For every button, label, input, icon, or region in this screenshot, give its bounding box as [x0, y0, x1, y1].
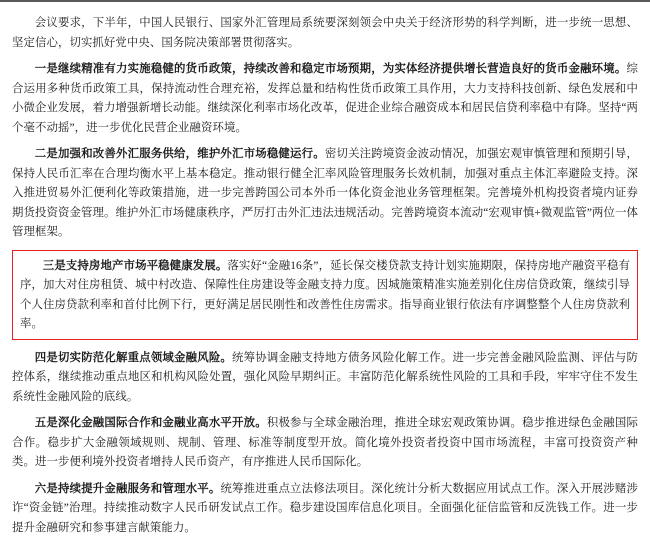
paragraph-item-1 [12, 60, 638, 138]
highlighted-paragraph-box [12, 250, 638, 340]
paragraph-text: 积极参与全球金融治理，推进全球宏观政策协调。稳步推进绿色金融国际合作。稳步扩大金融领域规则、规制、管理、标准等制度型开放。简化境外投资者投资中国市场流程，丰富可投资资产种类。进一步便利境外投资者增持人民币资产，有序推进人民币国际化。 [12, 417, 638, 468]
paragraph-text: 落实好“金融16条”，延长保交楼贷款支持计划实施期限，保持房地产融资平稳有序，加大对住房租赁、城中村改造、保障性住房建设等金融支持力度。因城施策精准实施差别化住房信贷政策，继续引导个人住房贷款利率和首付比例下行，更好满足居民刚性和改善性住房需求。指导商业银行依法有序调整整个人住房贷款利率。 [20, 260, 630, 331]
page-top-rule [0, 0, 650, 2]
paragraph-item-5 [12, 414, 638, 473]
paragraph-lead: 二是加强和改善外汇服务供给，维护外汇市场稳健运行。 [35, 148, 325, 160]
paragraph-text: 统筹推进重点立法修法项目。深化统计分析大数据应用试点工作。深入开展涉赌涉诈“资金链”治理。持续推动数字人民币研发试点工作。稳步建设国库信息化项目。全面强化征信监管和反洗钱工作。进一步提升金融研究和参事建言献策能力。 [12, 483, 638, 534]
paragraph-lead: 六是持续提升金融服务和管理水平。 [35, 483, 221, 495]
paragraph-item-6 [12, 480, 638, 538]
paragraph-lead: 四是切实防范化解重点领域金融风险。 [35, 352, 232, 364]
paragraph-lead: 五是深化金融国际合作和金融业高水平开放。 [35, 417, 267, 429]
paragraph-text: 会议要求，下半年，中国人民银行、国家外汇管理局系统要深刻领会中央关于经济形势的科学判断，进一步统一思想、坚定信心，切实抓好党中央、国务院决策部署贯彻落实。 [12, 17, 638, 49]
paragraph-intro [12, 14, 638, 53]
paragraph-item-2 [12, 145, 638, 243]
paragraph-item-3 [20, 257, 630, 335]
paragraph-text: 密切关注跨境资金波动情况，加强宏观审慎管理和预期引导，保持人民币汇率在合理均衡水平上基本稳定。推动银行健全汇率风险管理服务长效机制，加强对重点主体汇率避险支持。深入推进贸易外汇便利化等政策措施，进一步完善跨国公司本外币一体化资金池业务管理框架。完善境外机构投资者境内证券期货投资资金管理。维护外汇市场健康秩序，严厉打击外汇违法违规活动。完善跨境资本流动“宏观审慎+微观监管”两位一体管理框架。 [12, 148, 638, 238]
document-body [12, 8, 638, 538]
paragraph-lead: 一是继续精准有力实施稳健的货币政策，持续改善和稳定市场预期，为实体经济提供增长营造良好的货币金融环境。 [35, 63, 627, 75]
paragraph-text: 统筹协调金融支持地方债务风险化解工作。进一步完善金融风险监测、评估与防控体系，继续推动重点地区和机构风险处置，强化风险早期纠正。丰富防范化解系统性风险的工具和手段，牢牢守住不发生系统性金融风险的底线。 [12, 352, 638, 403]
paragraph-lead: 三是支持房地产市场平稳健康发展。 [43, 260, 228, 272]
paragraph-item-4 [12, 349, 638, 408]
paragraph-text: 综合运用多种货币政策工具，保持流动性合理充裕，发挥总量和结构性货币政策工具作用，大力支持科技创新、绿色发展和中小微企业发展，着力增强新增长动能。继续深化利率市场化改革，促进企业综合融资成本和居民信贷利率稳中有降。坚持“两个毫不动摇”，进一步优化民营企业融资环境。 [12, 63, 638, 134]
